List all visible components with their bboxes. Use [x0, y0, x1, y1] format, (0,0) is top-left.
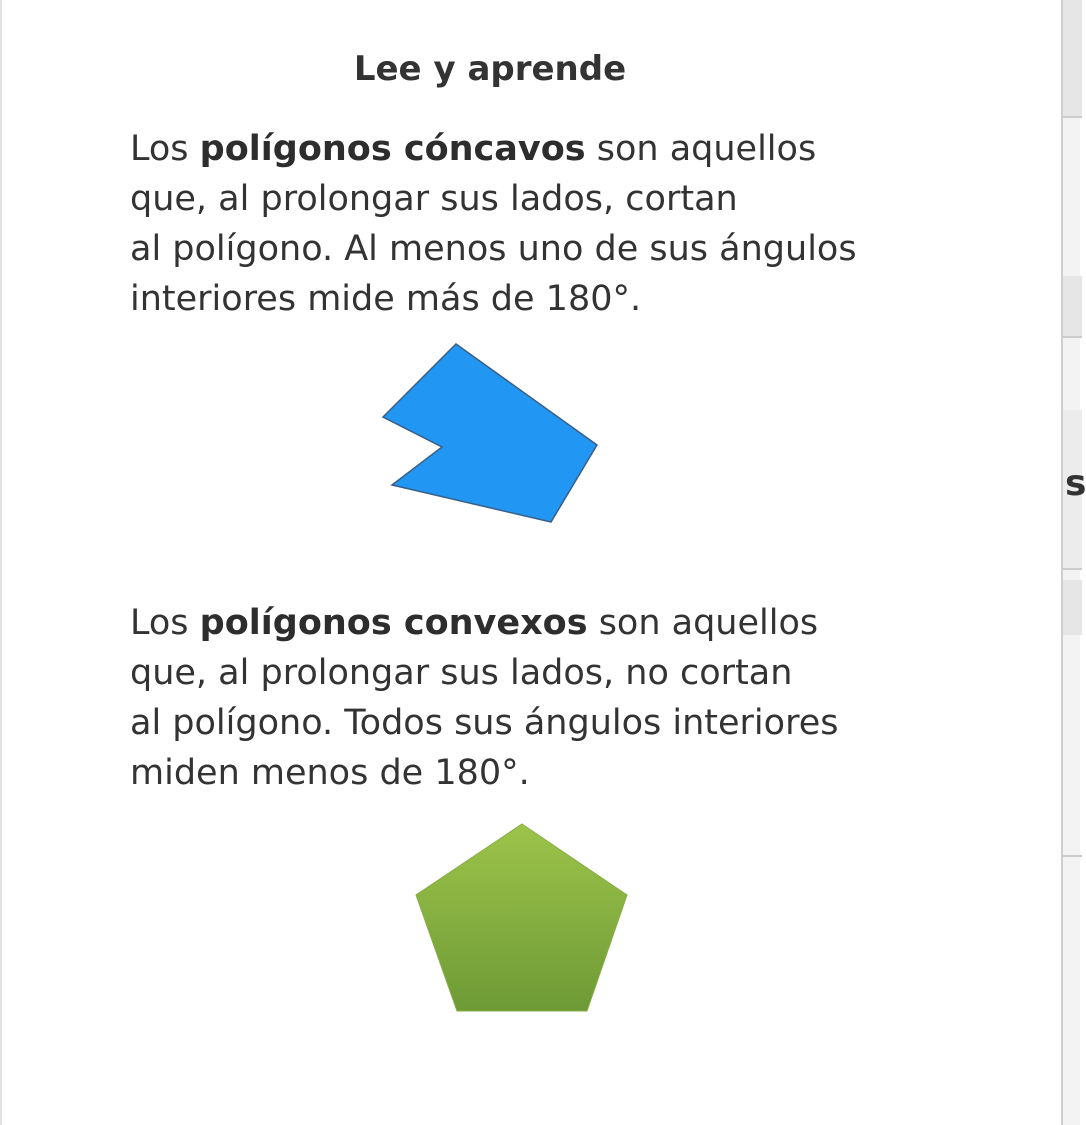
convex-pentagon-figure — [405, 815, 640, 1020]
concave-polygon-figure — [370, 335, 610, 535]
page-left-border — [0, 0, 2, 1125]
convex-line-3: al polígono. Todos sus ángulos interiores — [130, 703, 839, 743]
page-title: Lee y aprende — [353, 49, 627, 89]
convex-line-1: Los polígonos convexos son aquellos — [130, 603, 819, 643]
convex-line-4: miden menos de 180°. — [130, 753, 530, 793]
convex-term: polígonos convexos — [199, 603, 588, 643]
concave-polygon — [383, 344, 597, 522]
adjacent-page-edge[interactable] — [1061, 0, 1086, 1125]
concave-line-2: que, al prolongar sus lados, cortan — [130, 179, 738, 219]
concave-paragraph — [130, 124, 950, 324]
convex-paragraph — [130, 598, 950, 798]
concave-term: polígonos cóncavos — [199, 129, 586, 169]
convex-line-2: que, al prolongar sus lados, no cortan — [130, 653, 793, 693]
adjacent-page-text: s — [1065, 463, 1086, 504]
convex-pentagon — [416, 824, 627, 1011]
concave-line-4: interiores mide más de 180°. — [130, 279, 642, 319]
concave-line-3: al polígono. Al menos uno de sus ángulos — [130, 229, 857, 269]
concave-line-1: Los polígonos cóncavos son aquellos — [130, 129, 817, 169]
